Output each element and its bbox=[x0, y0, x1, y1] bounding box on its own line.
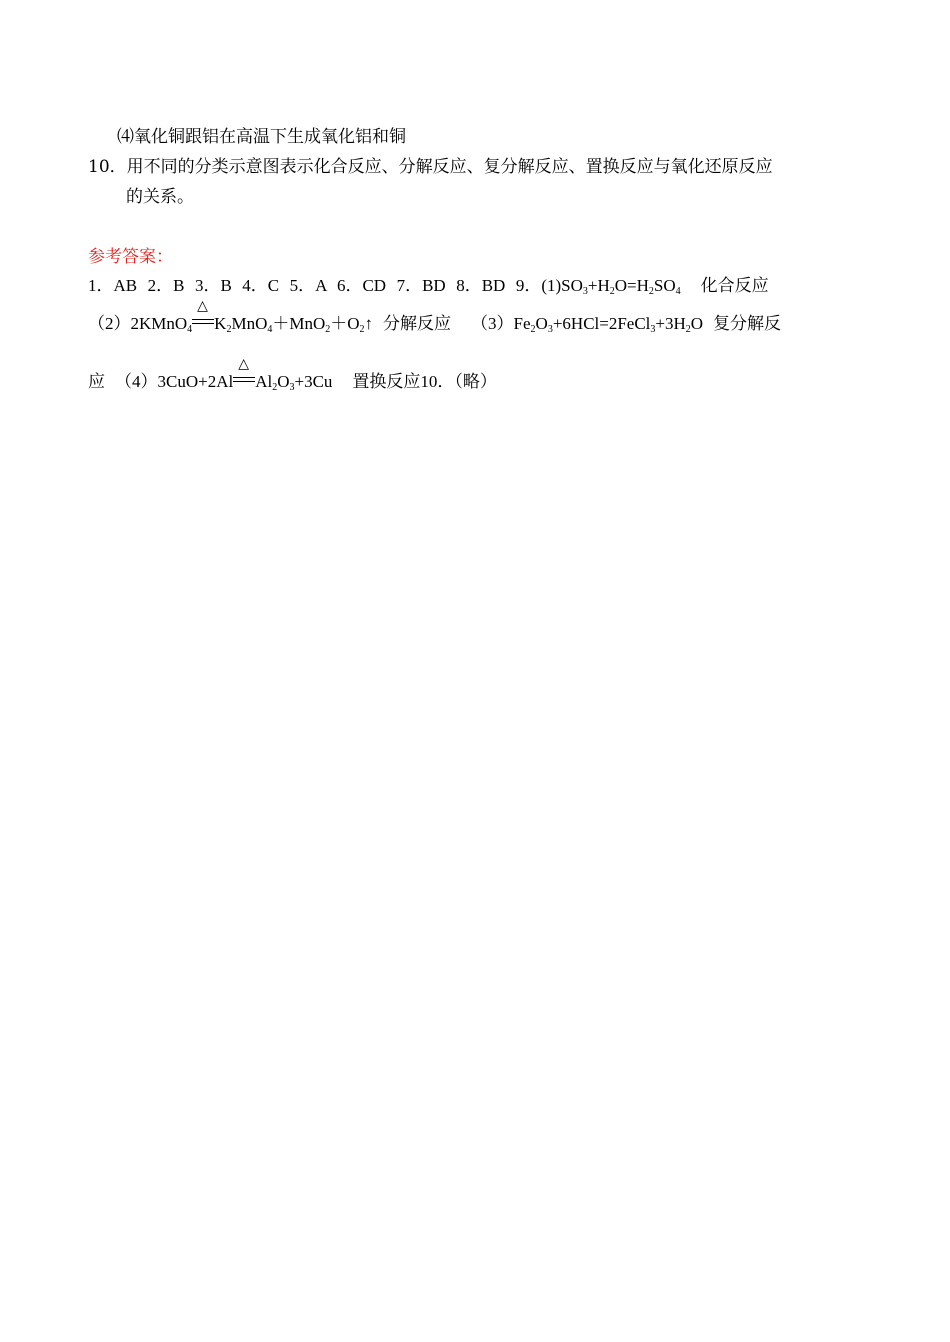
heat-equals-sign bbox=[192, 299, 214, 330]
question-10-line1 bbox=[88, 156, 773, 178]
formula-text: ＋O bbox=[330, 314, 360, 333]
subscript: 3 bbox=[547, 324, 553, 335]
subscript: 4 bbox=[187, 324, 193, 335]
formula-text: K bbox=[214, 314, 227, 333]
reaction-type-double-displacement: 复分解反 bbox=[713, 314, 782, 333]
formula-text: （2）2KMnO bbox=[88, 314, 188, 333]
answer-line-2 bbox=[88, 299, 782, 335]
reaction-type-continued: 应 bbox=[88, 372, 105, 391]
question-10-answer: 10．（略） bbox=[420, 372, 497, 391]
formula-text: （4）3CuO+2Al bbox=[115, 372, 234, 391]
heat-equals-sign bbox=[233, 357, 255, 388]
formula-text: Al bbox=[255, 372, 273, 391]
subscript: 2 bbox=[272, 382, 278, 393]
formula-text: O bbox=[277, 372, 290, 391]
question-10-text: 用不同的分类示意图表示化合反应、分解反应、复分解反应、置换反应与氧化还原反应 bbox=[126, 157, 773, 177]
up-arrow-icon: ↑ bbox=[364, 314, 374, 333]
subscript: 4 bbox=[267, 324, 273, 335]
heat-triangle-icon: △ bbox=[238, 357, 249, 372]
subscript: 3 bbox=[289, 382, 295, 393]
formula-text: +H bbox=[587, 276, 610, 295]
subscript: 3 bbox=[582, 286, 588, 297]
formula-text: +3H bbox=[655, 314, 686, 333]
question-4-text: ⑷氧化铜跟铝在高温下生成氧化铝和铜 bbox=[117, 127, 406, 147]
subscript: 3 bbox=[650, 324, 656, 335]
question-10-number: 10． bbox=[88, 157, 127, 177]
reaction-type-displacement: 置换反应 bbox=[352, 372, 421, 391]
subscript: 2 bbox=[226, 324, 232, 335]
reaction-type-combination: 化合反应 bbox=[700, 276, 769, 295]
question-10-line2: 的关系。 bbox=[126, 187, 194, 207]
formula-text: （3）Fe bbox=[471, 314, 531, 333]
subscript: 2 bbox=[609, 286, 615, 297]
formula-text: +3Cu bbox=[294, 372, 333, 391]
formula-text: O bbox=[690, 314, 704, 333]
answer-line-3 bbox=[88, 357, 497, 393]
subscript: 2 bbox=[530, 324, 536, 335]
subscript: 2 bbox=[685, 324, 691, 335]
formula-text: SO bbox=[653, 276, 676, 295]
reaction-type-decomposition: 分解反应 bbox=[383, 314, 452, 333]
subscript: 4 bbox=[675, 286, 681, 297]
formula-text: MnO bbox=[231, 314, 268, 333]
subscript: 2 bbox=[359, 324, 365, 335]
formula-text: +6HCl=2FeCl bbox=[552, 314, 651, 333]
formula-text: O bbox=[535, 314, 548, 333]
answers-title: 参考答案： bbox=[88, 247, 173, 267]
formula-text: ＋MnO bbox=[272, 314, 326, 333]
heat-triangle-icon: △ bbox=[197, 299, 208, 314]
subscript: 2 bbox=[325, 324, 331, 335]
answer-line-1 bbox=[88, 275, 769, 297]
formula-text: O=H bbox=[614, 276, 649, 295]
answer-list: 1．AB 2．B 3．B 4．C 5．A 6．CD 7．BD 8．BD 9．(1)SO bbox=[88, 276, 583, 295]
subscript: 2 bbox=[648, 286, 654, 297]
